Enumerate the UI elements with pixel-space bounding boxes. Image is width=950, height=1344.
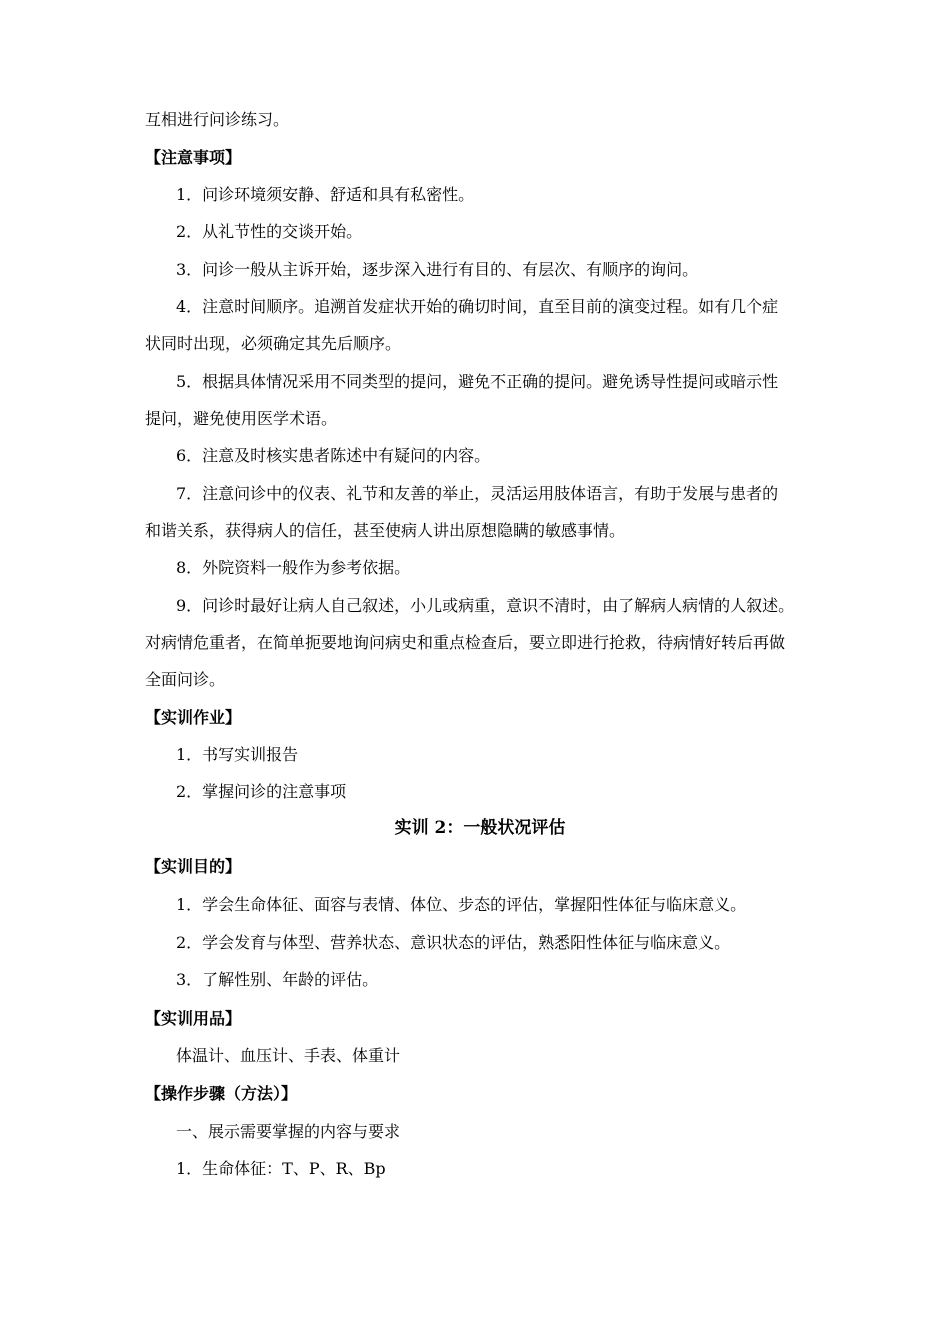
- steps-item-2: 1．生命体征：T、P、R、Bp: [176, 1159, 386, 1178]
- notes-item-2: 2．从礼节性的交谈开始。: [176, 222, 363, 241]
- notes-item-1: 1．问诊环境须安静、舒适和具有私密性。: [176, 185, 475, 204]
- homework-item-2: 2．掌握问诊的注意事项: [176, 782, 347, 801]
- notes-item-4-cont: 状同时出现，必须确定其先后顺序。: [145, 334, 402, 353]
- notes-item-7: 7．注意问诊中的仪表、礼节和友善的举止，灵活运用肢体语言，有助于发展与患者的: [176, 484, 779, 503]
- objective-item-2: 2．学会发育与体型、营养状态、意识状态的评估，熟悉阳性体征与临床意义。: [176, 933, 731, 952]
- homework-item-1: 1．书写实训报告: [176, 745, 299, 764]
- notes-heading: 【注意事项】: [145, 148, 242, 167]
- objective-heading: 【实训目的】: [145, 857, 242, 876]
- steps-heading: 【操作步骤（方法）】: [145, 1084, 298, 1103]
- supplies-text: 体温计、血压计、手表、体重计: [176, 1046, 401, 1065]
- intro-text: 互相进行问诊练习。: [145, 110, 290, 129]
- homework-heading: 【实训作业】: [145, 708, 242, 727]
- section-title: 实训 2：一般状况评估: [394, 818, 566, 838]
- notes-item-9-cont-1: 对病情危重者，在简单扼要地询问病史和重点检查后，要立即进行抢救，待病情好转后再做: [145, 633, 786, 652]
- notes-item-8: 8．外院资料一般作为参考依据。: [176, 558, 411, 577]
- notes-item-5-cont: 提问，避免使用医学术语。: [145, 409, 338, 428]
- notes-item-4: 4．注意时间顺序。追溯首发症状开始的确切时间，直至目前的演变过程。如有几个症: [176, 297, 779, 316]
- supplies-heading: 【实训用品】: [145, 1009, 242, 1028]
- objective-item-3: 3．了解性别、年龄的评估。: [176, 970, 379, 989]
- steps-item-1: 一、展示需要掌握的内容与要求: [176, 1122, 401, 1141]
- notes-item-9-cont-2: 全面问诊。: [145, 670, 226, 689]
- notes-item-3: 3．问诊一般从主诉开始，逐步深入进行有目的、有层次、有顺序的询问。: [176, 260, 699, 279]
- notes-item-6: 6．注意及时核实患者陈述中有疑问的内容。: [176, 446, 491, 465]
- notes-item-9: 9．问诊时最好让病人自己叙述，小儿或病重，意识不清时，由了解病人病情的人叙述。: [176, 596, 795, 615]
- objective-item-1: 1．学会生命体征、面容与表情、体位、步态的评估，掌握阳性体征与临床意义。: [176, 895, 747, 914]
- notes-item-7-cont: 和谐关系，获得病人的信任，甚至使病人讲出原想隐瞒的敏感事情。: [145, 521, 626, 540]
- notes-item-5: 5．根据具体情况采用不同类型的提问，避免不正确的提问。避免诱导性提问或暗示性: [176, 372, 779, 391]
